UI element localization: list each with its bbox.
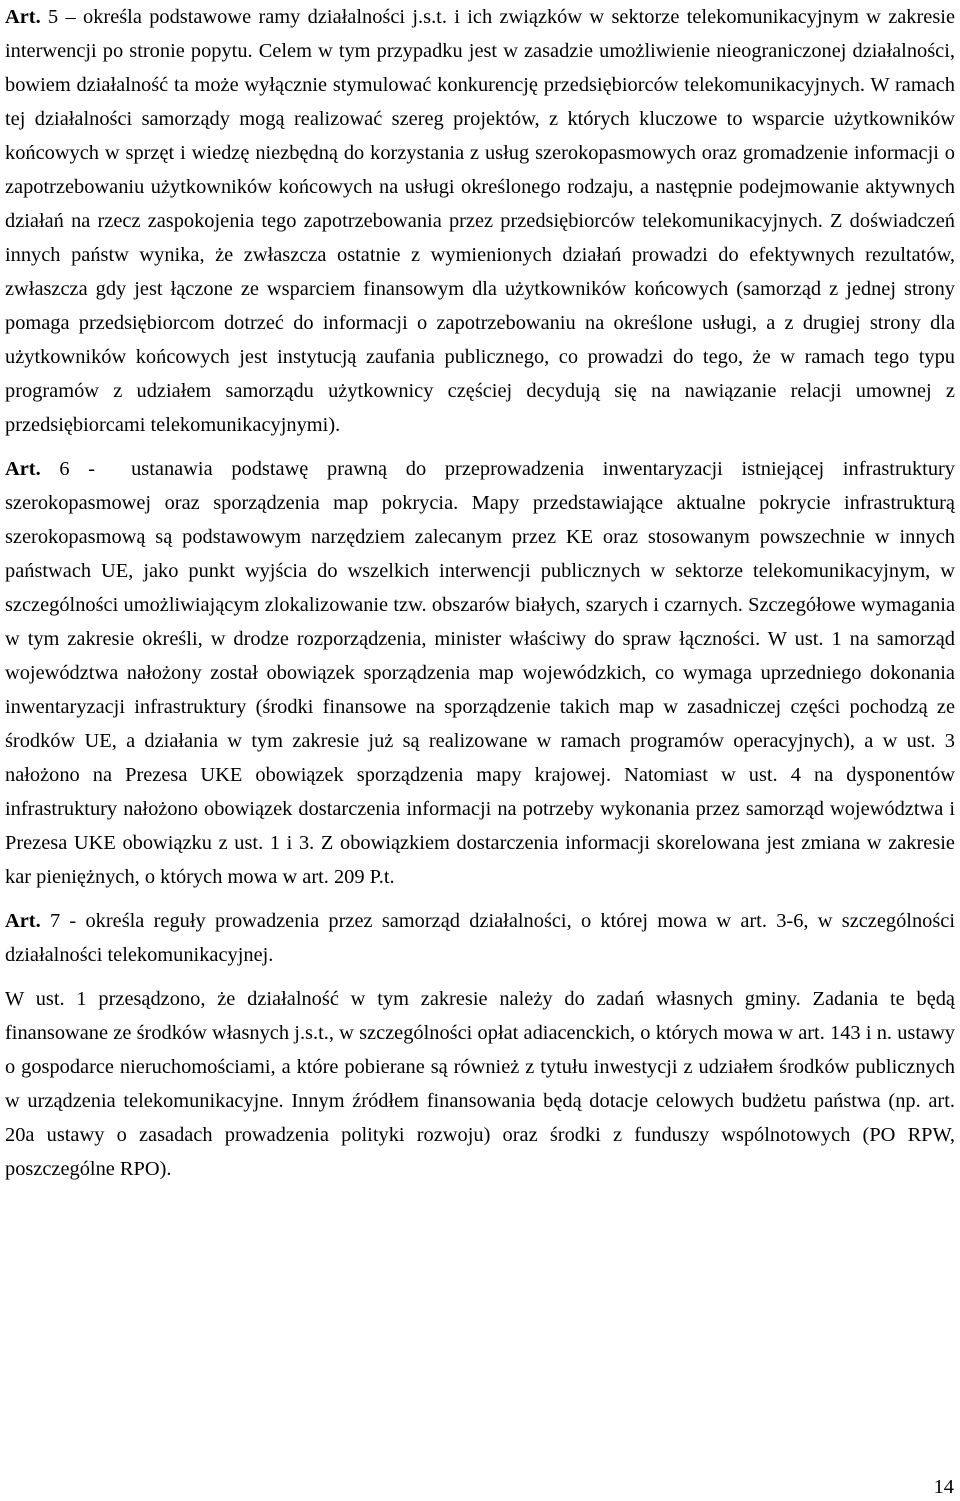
article-label: Art. — [5, 910, 41, 932]
paragraph-text: ustanawia podstawę prawną do przeprowadzenia inwentaryzacji istniejącej infrastruktury szerokopasmowej oraz sporządzenia map pokrycia. Mapy przedstawiające aktualne pokrycie infrastrukturą szerokopasmową są podstawowym narzędziem zalecanym przez KE oraz stosowanym powszechnie w innych państwach UE, jako punkt wyjścia do wszelkich interwencji publicznych w sektorze telekomunikacyjnym, w szczególności umożliwiającym zlokalizowanie tzw. obszarów białych, szarych i czarnych. Szczegółowe wymagania w tym zakresie określi, w drodze rozporządzenia, minister właściwy do spraw łączności. W ust. 1 na samorząd województwa nałożony został obowiązek sporządzenia map wojewódzkich, co wymaga uprzedniego dokonania inwentaryzacji infrastruktury (środki finansowe na sporządzenie takich map w zasadniczej części pochodzą ze środków UE, a działania w tym zakresie już są realizowane w ramach programów operacyjnych), a w ust. 3 nałożono na Prezesa UKE obowiązek sporządzenia mapy krajowej. Natomiast w ust. 4 na dysponentów infrastruktury nałożono obowiązek dostarczenia informacji na potrzeby wykonania przez samorząd województwa i Prezesa UKE obowiązku z ust. 1 i 3. Z obowiązkiem dostarczenia informacji skorelowana jest zmiana w zakresie kar pieniężnych, o których mowa w art. 209 P.t. — [5, 458, 956, 888]
paragraph-art-7 — [5, 904, 955, 972]
paragraph-ust-1 — [5, 982, 955, 1186]
paragraph-text: W ust. 1 przesądzono, że działalność w tym zakresie należy do zadań własnych gminy. Zadania te będą finansowane ze środków własnych j.s.t., w szczególności opłat adiacenckich, o których mowa w art. 143 i n. ustawy o gospodarce nieruchomościami, a które pobierane są również z tytułu inwestycji z udziałem środków publicznych w urządzenia telekomunikacyjne. Innym źródłem finansowania będą dotacje celowych budżetu państwa (np. art. 20a ustawy o zasadach prowadzenia polityki rozwoju) oraz środki z funduszy wspólnotowych (PO RPW, poszczególne RPO). — [5, 988, 955, 1180]
paragraph-art-5 — [5, 0, 955, 442]
page-number: 14 — [933, 1476, 954, 1498]
article-label: Art. — [5, 6, 41, 28]
paragraph-art-6 — [5, 452, 955, 894]
paragraph-text: 5 – określa podstawowe ramy działalności j.s.t. i ich związków w sektorze telekomunikacyjnym w zakresie interwencji po stronie popytu. Celem w tym przypadku jest w zasadzie umożliwienie nieograniczonej działalności, bowiem działalność ta może wyłącznie stymulować konkurencję przedsiębiorców telekomunikacyjnych. W ramach tej działalności samorządy mogą realizować szereg projektów, z których kluczowe to wsparcie użytkowników końcowych w sprzęt i wiedzę niezbędną do korzystania z usług szerokopasmowych oraz gromadzenie informacji o zapotrzebowaniu użytkowników końcowych na usługi określonego rodzaju, a następnie podejmowanie aktywnych działań na rzecz zaspokojenia tego zapotrzebowania przez przedsiębiorców telekomunikacyjnych. Z doświadczeń innych państw wynika, że zwłaszcza ostatnie z wymienionych działań prowadzi do efektywnych rezultatów, zwłaszcza gdy jest łączone ze wsparciem finansowym dla użytkowników końcowych (samorząd z jednej strony pomaga przedsiębiorcom dotrzeć do informacji o zapotrzebowaniu na określone usługi, a z drugiej strony dla użytkowników końcowych jest instytucją zaufania publicznego, co prowadzi do tego, że w ramach tego typu programów z udziałem samorządu użytkownicy częściej decydują się na nawiązanie relacji umownej z przedsiębiorcami telekomunikacyjnymi). — [5, 6, 955, 436]
document-page — [5, 0, 955, 1186]
paragraph-text: 7 - określa reguły prowadzenia przez samorząd działalności, o której mowa w art. 3-6, w szczególności działalności telekomunikacyjnej. — [5, 910, 955, 966]
article-label: Art. — [5, 458, 41, 480]
article-number: 6 - — [59, 458, 96, 480]
